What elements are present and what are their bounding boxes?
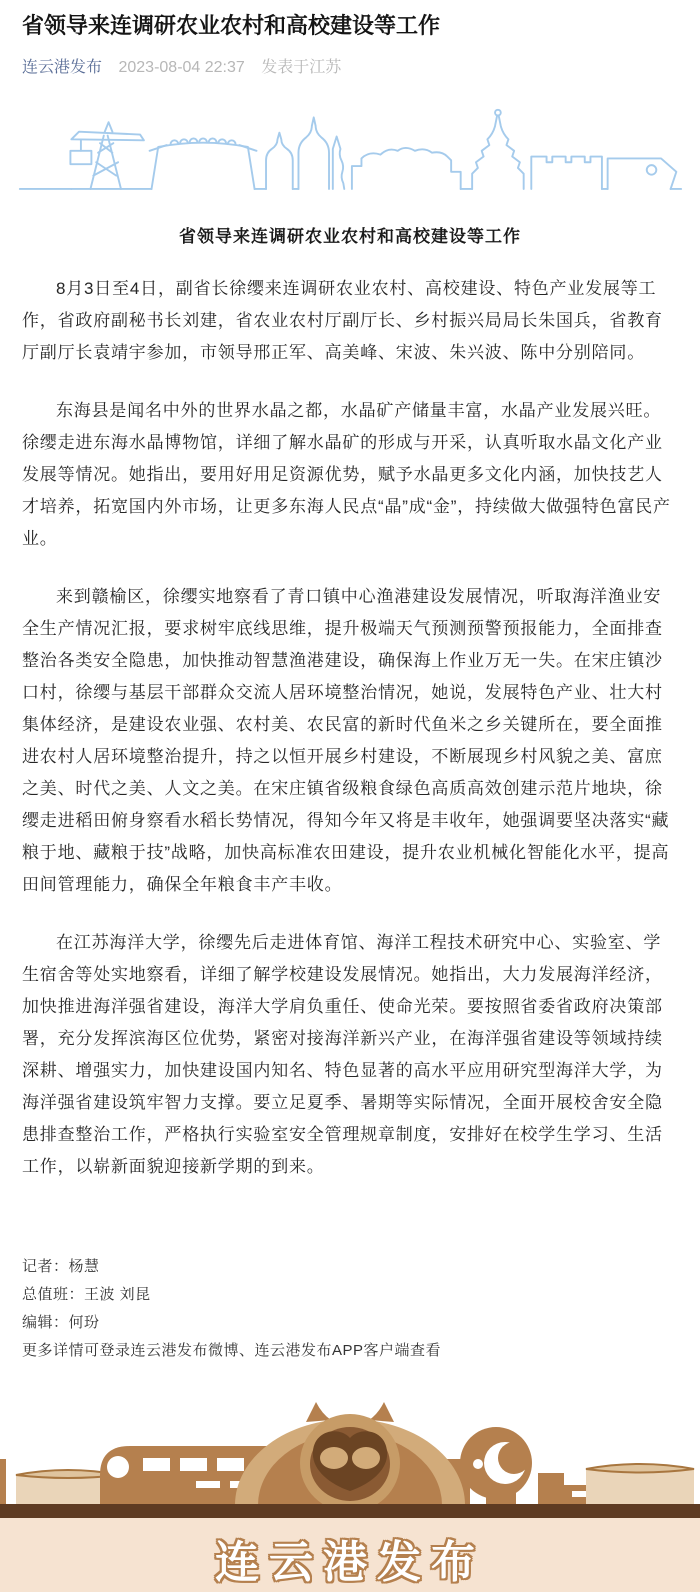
banner-band [0, 1518, 700, 1592]
city-skyline-lineart-icon [16, 105, 684, 200]
paragraph-2: 东海县是闻名中外的世界水晶之都，水晶矿产储量丰富，水晶产业发展兴旺。徐缨走进东海水晶博物馆，详细了解水晶矿的形成与开采，认真听取水晶文化产业发展等情况。她指出，要用好用足资源优势，赋予水晶更多文化内涵，加快技艺人才培养，拓宽国内外市场，让更多东海人民点“晶”成“金”，持续做大做强特色富民产业。 [22, 401, 671, 549]
account-name-link[interactable]: 连云港发布 [22, 58, 103, 76]
paragraph-4: 在江苏海洋大学，徐缨先后走进体育馆、海洋工程技术研究中心、实验室、学生宿舍等处实地察看，详细了解学校建设发展情况。她指出，大力发展海洋经济，加快推进海洋强省建设，海洋大学肩负重任、使命光荣。要按照省委省政府决策部署，充分发挥滨海区位优势，紧密对接海洋新兴产业，在海洋强省建设等领域持续深耕、增强实力，加快建设国内知名、特色显著的高水平应用研究型海洋大学，为海洋强省建设筑牢智力支撑。要立足夏季、暑期等实际情况，全面开展校舍安全隐患排查整治工作，严格执行实验室安全管理规章制度，安排好在校学生学习、生活工作，以崭新面貌迎接新学期的到来。 [22, 933, 663, 1177]
credit-reporter: 记者：杨慧 [22, 1258, 100, 1276]
byline [22, 58, 678, 79]
credit-editor: 编辑：何玢 [22, 1314, 100, 1332]
credit-more-info: 更多详情可登录连云港发布微博、连云港发布APP客户端查看 [22, 1342, 442, 1360]
banner-brand-text: 连云港发布 [215, 1538, 485, 1588]
credit-duty: 总值班：王波 刘昆 [22, 1286, 151, 1304]
credits-block [22, 1253, 678, 1365]
article-body [22, 222, 678, 1183]
publish-time: 2023-08-04 22:37 [118, 58, 245, 76]
brand-banner [0, 1401, 700, 1592]
page-title: 省领导来连调研农业农村和高校建设等工作 [22, 13, 441, 38]
skyline-illustration [16, 105, 684, 200]
owl-mascot-illustration [0, 1401, 700, 1518]
paragraph-3: 来到赣榆区，徐缨实地察看了青口镇中心渔港建设发展情况，听取海洋渔业安全生产情况汇报，要求树牢底线思维，提升极端天气预测预警预报能力，全面排查整治各类安全隐患，加快推动智慧渔港建设，确保海上作业万无一失。在宋庄镇沙口村，徐缨与基层干部群众交流人居环境整治情况，她说，发展特色产业、壮大村集体经济，是建设农业强、农村美、农民富的新时代鱼米之乡关键所在，要全面推进农村人居环境整治提升，持之以恒开展乡村建设，不断展现乡村风貌之美、富庶之美、时代之美、人文之美。在宋庄镇省级粮食绿色高质高效创建示范片地块，徐缨走进稻田俯身察看水稻长势情况，得知今年又将是丰收年，她强调要坚决落实“藏粮于地、藏粮于技”战略，加快高标准农田建设，提升农业机械化智能化水平，提高田间管理能力，确保全年粮食丰产丰收。 [22, 587, 670, 895]
article-heading: 省领导来连调研农业农村和高校建设等工作 [179, 227, 521, 247]
paragraph-1: 8月3日至4日，副省长徐缨来连调研农业农村、高校建设、特色产业发展等工作，省政府副秘书长刘建，省农业农村厅副厅长、乡村振兴局局长朱国兵，省教育厅副厅长袁靖宇参加，市领导邢正军、高美峰、宋波、朱兴波、陈中分别陪同。 [22, 279, 663, 363]
publish-location: 发表于江苏 [261, 58, 342, 76]
